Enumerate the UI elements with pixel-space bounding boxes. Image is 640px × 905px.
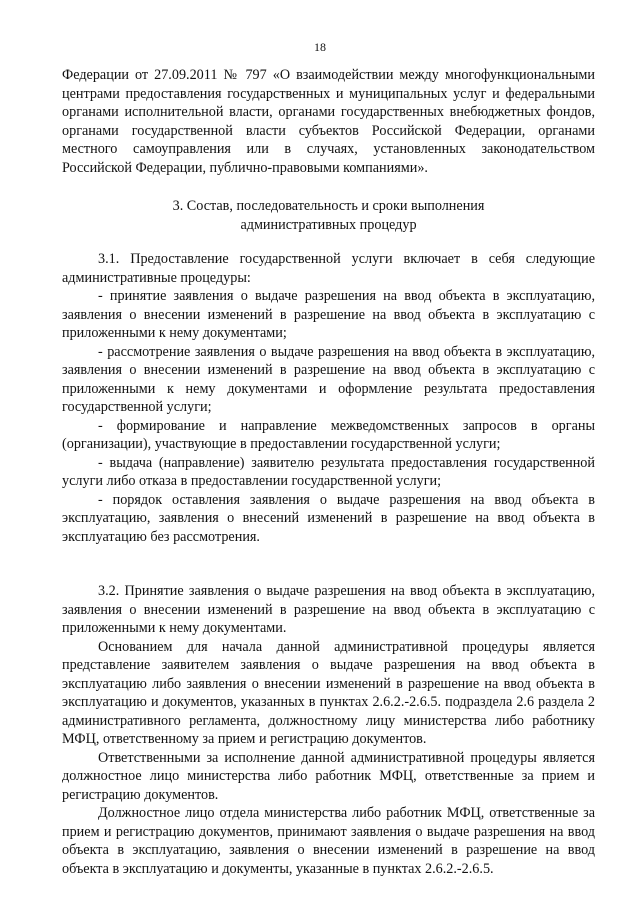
section-3-1-lead: 3.1. Предоставление государственной услуги включает в себя следующие административные процедуры: — [62, 251, 595, 286]
section-3-2-paragraph-3: Ответственными за исполнение данной административной процедуры является должностное лицо министерства либо работник МФЦ, ответственные за прием и регистрацию документов. — [62, 749, 595, 803]
procedure-item-4: - выдача (направление) заявителю результата предоставления государственной услуги либо отказа в предоставлении государственной услуги; — [62, 454, 595, 489]
page-number: 18 — [314, 40, 326, 54]
procedure-item-1: - принятие заявления о выдаче разрешения на ввод объекта в эксплуатацию, заявления о внесении изменений в разрешение на ввод объекта в эксплуатацию с приложенными к нему документами; — [62, 288, 595, 341]
section-heading — [62, 197, 595, 234]
section-gap — [62, 546, 595, 564]
intro-paragraph: Федерации от 27.09.2011 № 797 «О взаимодействии между многофункциональными центрами предоставления государственных и муниципальных услуг и федеральными органами исполнительной власти, органами государственных внебюджетных фондов, органами государственной власти субъектов Российской Федерации, органами местного самоуправления или в случаях, установленных законодательством Российской Федерации, публично-правовыми компаниями». — [62, 67, 595, 176]
section-heading-line-1: 3. Состав, последовательность и сроки выполнения — [172, 198, 485, 214]
procedure-item-3: - формирование и направление межведомственных запросов в органы (организации), участвующие в предоставлении государственной услуги; — [62, 417, 595, 452]
document-body — [62, 66, 595, 878]
section-3-2-paragraph-2: Основанием для начала данной административной процедуры является представление заявителем заявления о выдаче разрешения на ввод объекта в эксплуатацию либо заявления о внесении изменений в разрешение на ввод объекта в эксплуатацию и документов, указанных в пунктах 2.6.2.-2.6.5. подраздела 2.6 раздела 2 административного регламента, должностному лицу министерства либо работнику МФЦ, ответственному за прием и регистрацию документов. — [62, 638, 595, 747]
section-3-2-paragraph-1: 3.2. Принятие заявления о выдаче разрешения на ввод объекта в эксплуатацию, заявления о внесении изменений в разрешение на ввод объекта в эксплуатацию с приложенными к нему документами. — [62, 583, 595, 636]
procedure-item-2: - рассмотрение заявления о выдаче разрешения на ввод объекта в эксплуатацию, заявления о внесении изменений в разрешение на ввод объекта в эксплуатацию с приложенными к нему документами и оформление результата предоставления государственной услуги; — [62, 343, 595, 415]
section-3-2-paragraph-4: Должностное лицо отдела министерства либо работник МФЦ, ответственные за прием и регистрацию документов, принимают заявления о выдаче разрешения на ввод объекта в эксплуатацию, заявления о внесении изменений в разрешение на ввод объекта в эксплуатацию и документы, указанные в пунктах 2.6.2.-2.6.5. — [62, 805, 595, 877]
section-heading-line-2: административных процедур — [240, 216, 417, 233]
procedure-item-5: - порядок оставления заявления о выдаче разрешения на ввод объекта в эксплуатацию, заявления о внесений изменений в разрешение на ввод объекта в эксплуатацию без рассмотрения. — [62, 491, 595, 545]
section-gap — [62, 564, 595, 582]
